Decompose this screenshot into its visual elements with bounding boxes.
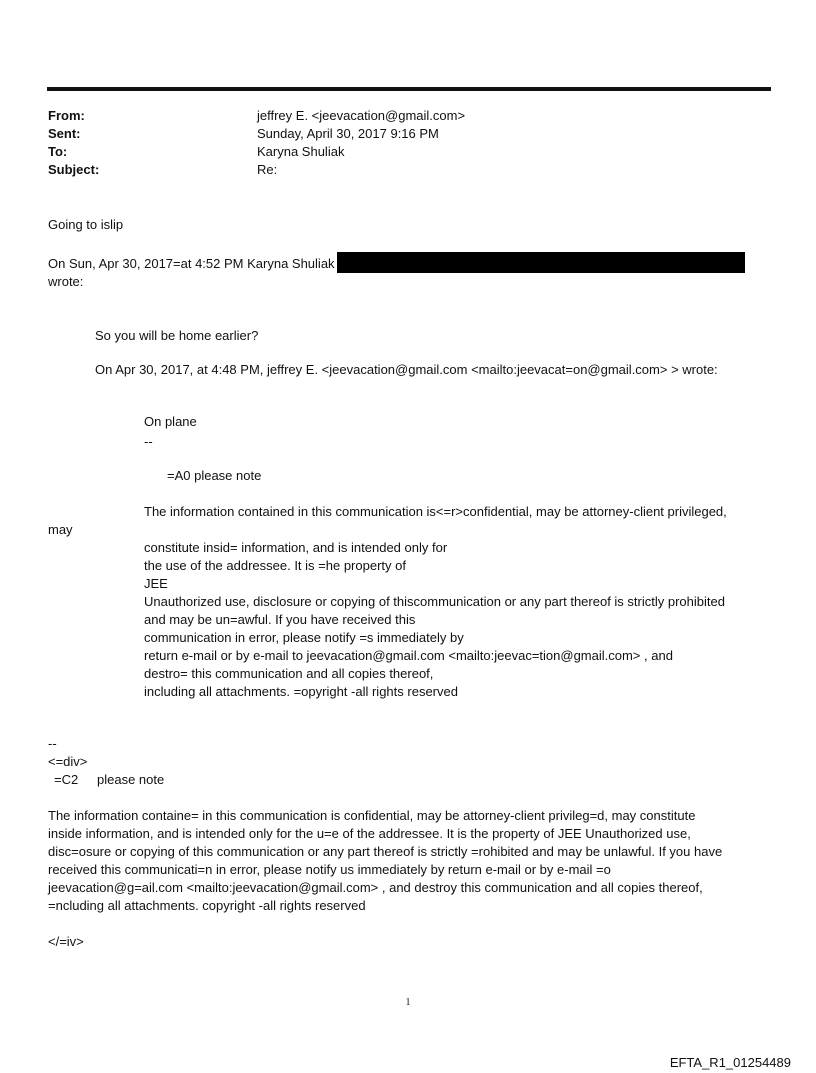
sent-value: Sunday, April 30, 2017 9:16 PM [257, 126, 439, 141]
disclaimer1-first-line: The information contained in this communication is<=r>confidential, may be attorney-client privileged, [144, 504, 727, 519]
subject-row [48, 161, 748, 179]
disclaimer1-line: including all attachments. =opyright -all rights reserved [144, 684, 458, 699]
disclaimer1-line: JEE [144, 576, 168, 591]
to-row [48, 143, 748, 161]
disclaimer2-line: jeevacation@g=ail.com <mailto:jeevacation@gmail.com> , and destroy this communication and all copies thereof, [48, 880, 703, 895]
subject-label: Subject: [48, 162, 100, 177]
div-close-tag: </=iv> [48, 934, 84, 949]
disclaimer1-line: destro= this communication and all copies thereof, [144, 666, 434, 681]
sig-dashes: -- [48, 736, 57, 751]
email-header [48, 107, 748, 179]
disclaimer2-block [48, 807, 778, 915]
quote1-wrote: wrote: [48, 274, 84, 289]
disclaimer1-may: may [48, 522, 73, 537]
sig-separator: -- [144, 434, 153, 449]
redaction-bar [337, 252, 745, 273]
a0-note: =A0 please note [167, 468, 262, 483]
disclaimer2-line: received this communicati=n in error, please notify us immediately by return e-mail or by e-mail =o [48, 862, 611, 877]
from-value: jeffrey E. <jeevacation@gmail.com> [257, 108, 466, 123]
disclaimer1-line: the use of the addressee. It is =he property of [144, 558, 406, 573]
div-open-tag: <=div> [48, 754, 88, 769]
subject-value: Re: [257, 162, 278, 177]
sent-label: Sent: [48, 126, 81, 141]
quote1-intro: On Sun, Apr 30, 2017=at 4:52 PM Karyna Shuliak [48, 256, 335, 271]
disclaimer2-line: The information containe= in this communication is confidential, may be attorney-client privileg=d, may constitute [48, 808, 696, 823]
to-label: To: [48, 144, 68, 159]
from-label: From: [48, 108, 85, 123]
disclaimer2-line: =ncluding all attachments. copyright -all rights reserved [48, 898, 366, 913]
header-rule [47, 87, 771, 91]
bates-number: EFTA_R1_01254489 [669, 1055, 791, 1070]
page-number: 1 [405, 997, 411, 1008]
reply-text: Going to islip [48, 217, 124, 232]
quote1-text: So you will be home earlier? [95, 328, 259, 343]
disclaimer2-line: inside information, and is intended only for the u=e of the addressee. It is the property of JEE Unauthorized use, [48, 826, 691, 841]
to-value: Karyna Shuliak [257, 144, 345, 159]
quote2-intro: On Apr 30, 2017, at 4:48 PM, jeffrey E. <jeevacation@gmail.com <mailto:jeevacat=on@gmail.com> > wrote: [95, 362, 718, 377]
from-row [48, 107, 748, 125]
c2-code: =C2 [54, 772, 79, 787]
disclaimer1-line: constitute insid= information, and is intended only for [144, 540, 448, 555]
on-plane-text: On plane [144, 414, 197, 429]
c2-note: please note [97, 772, 165, 787]
sent-row [48, 125, 748, 143]
disclaimer1-line: return e-mail or by e-mail to jeevacation@gmail.com <mailto:jeevac=tion@gmail.com> , and [144, 648, 673, 663]
disclaimer1-line: and may be un=awful. If you have received this [144, 612, 416, 627]
disclaimer1-block [144, 539, 784, 701]
disclaimer1-line: communication in error, please notify =s immediately by [144, 630, 464, 645]
disclaimer1-line: Unauthorized use, disclosure or copying of thiscommunication or any part thereof is strictly prohibited [144, 594, 725, 609]
disclaimer2-line: disc=osure or copying of this communication or any part thereof is strictly =rohibited and may be unlawful. If you have [48, 844, 723, 859]
